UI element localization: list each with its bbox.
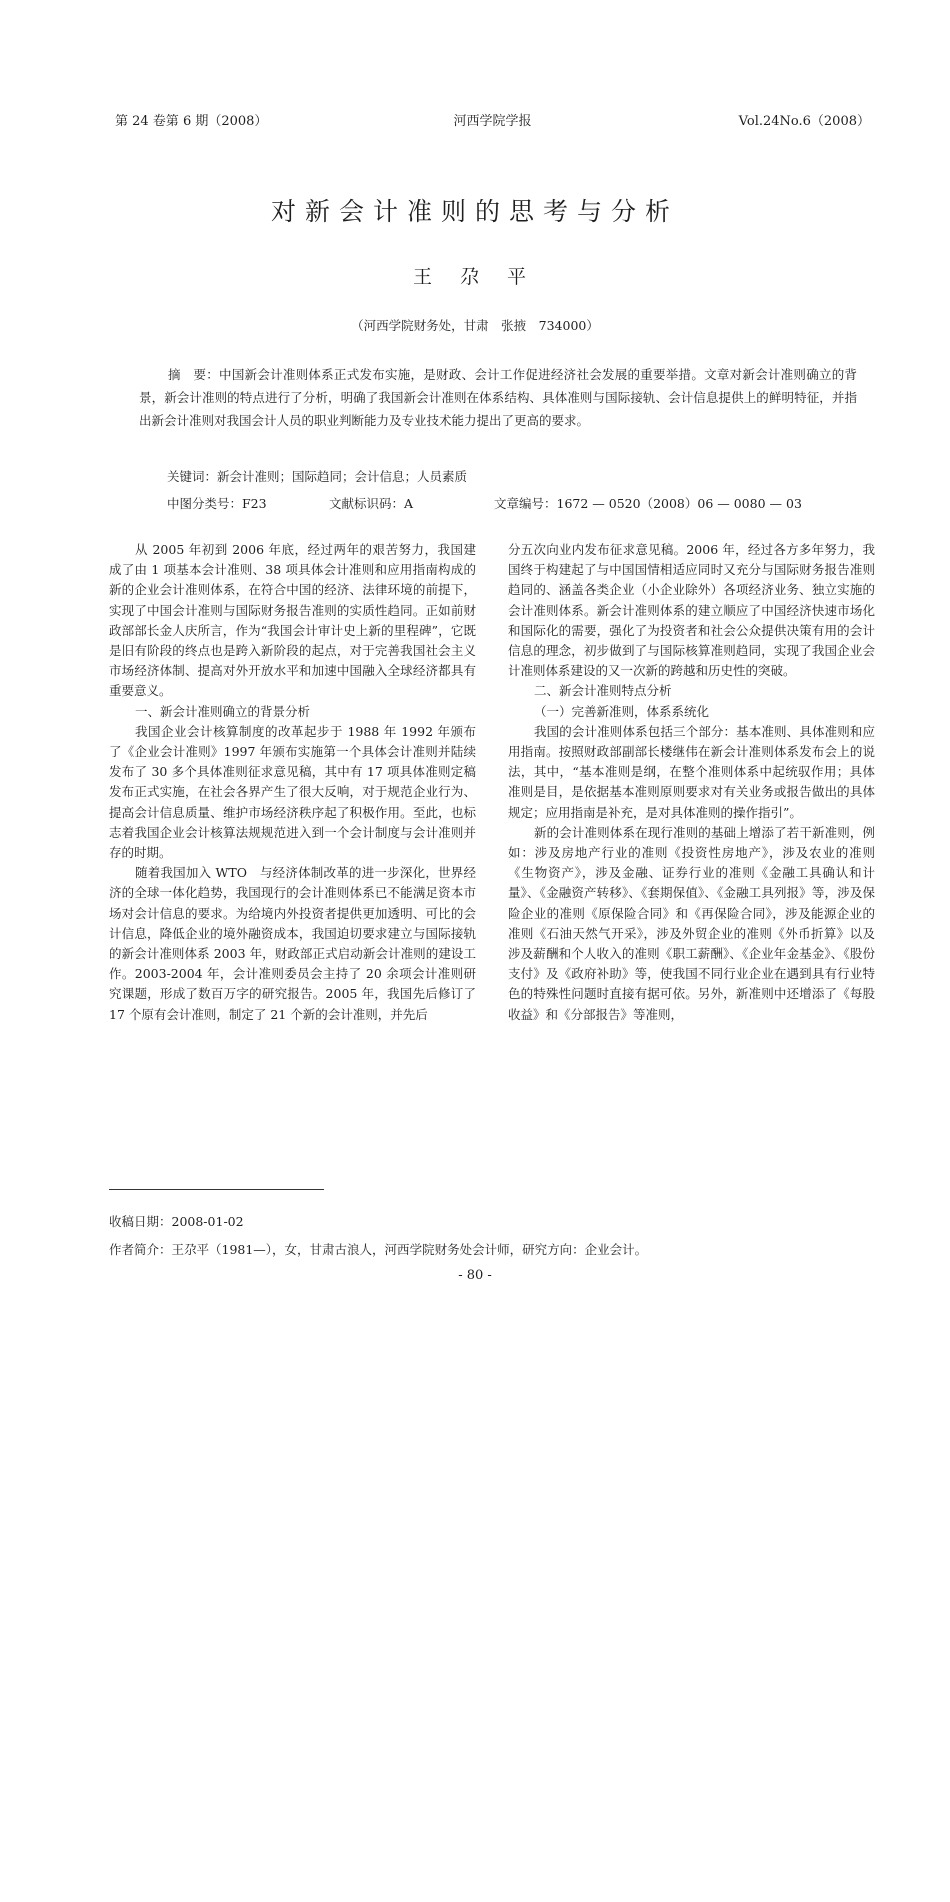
document-code: 文献标识码：A (329, 496, 414, 511)
author-bio: 作者简介：王尕平（1981—），女，甘肃古浪人，河西学院财务处会计师，研究方向：企业会计。 (109, 1242, 648, 1257)
keywords: 关键词：新会计准则；国际趋同；会计信息；人员素质 (167, 469, 468, 484)
body-paragraph-continued: 分五次向业内发布征求意见稿。2006 年，经过各方多年努力，我国终于构建起了与中国国情相适应同时又充分与国际财务报告准则趋同的、涵盖各类企业（小企业除外）各项经济业务、独立实施的会计准则体系。新会计准则体系的建立顺应了中国经济快速市场化和国际化的需要，强化了为投资者和社会公众提供决策有用的会计信息的理念，初步做到了与国际核算准则趋同，实现了我国企业会计准则体系建设的又一次新的跨越和历史性的突破。 (508, 542, 875, 679)
journal-volume-english: Vol.24No.6（2008） (738, 114, 870, 129)
body-paragraph: 随着我国加入 WTO 与经济体制改革的进一步深化，世界经济的全球一体化趋势，我国现行的会计准则体系已不能满足资本市场对会计信息的要求。为给境内外投资者提供更加透明、可比的会计信息，降低企业的境外融资成本，我国迫切要求建立与国际接轨的新会计准则体系 2003 年，财政部正式启动新会计准则的建设工作。2003-2004 年，会计准则委员会主持了 20 余项会计准则研究课题，形成了数百万字的研究报告。2005 年，我国先后修订了 17 个原有会计准则，制定了 21 个新的会计准则，并先后 (109, 865, 476, 1022)
running-header (115, 110, 870, 132)
article-number: 文章编号：1672 — 0520（2008）06 — 0080 — 03 (494, 496, 802, 511)
body-paragraph: 我国企业会计核算制度的改革起步于 1988 年 1992 年颁布了《企业会计准则》1997 年颁布实施第一个具体会计准则并陆续发布了 30 多个具体准则征求意见稿，其中有 17 项具体准则定稿发布正式实施，在社会各界产生了很大反响，对于规范企业行为、提高会计信息质量、维护市场经济秩序起了积极作用。至此，也标志着我国企业会计核算法规规范进入到一个会计制度与会计准则并存的时期。 (109, 723, 476, 861)
page-number: - 80 - (458, 1268, 492, 1283)
section-heading: 一、新会计准则确立的背景分析 (135, 703, 311, 719)
clc-number: 中图分类号：F23 (167, 496, 267, 511)
subsection-heading: （一）完善新准则，体系系统化 (534, 703, 710, 719)
body-paragraph: 我国的会计准则体系包括三个部分：基本准则、具体准则和应用指南。按照财政部副部长楼继伟在新会计准则体系发布会上的说法，其中，“基本准则是纲，在整个准则体系中起统驭作用；具体准则是目，是依据基本准则原则要求对有关业务或报告做出的具体规定；应用指南是补充，是对具体准则的操作指引”。 (508, 723, 875, 820)
abstract: 摘 要：中国新会计准则体系正式发布实施，是财政、会计工作促进经济社会发展的重要举措。文章对新会计准则确立的背景，新会计准则的特点进行了分析，明确了我国新会计准则在体系结构、具体准则与国际接轨、会计信息提供上的鲜明特征，并指出新会计准则对我国会计人员的职业判断能力及专业技术能力提出了更高的要求。 (139, 367, 857, 428)
body-column-left (109, 540, 476, 1025)
author-name: 王 尕 平 (412, 266, 538, 288)
article-title: 对新会计准则的思考与分析 (270, 197, 679, 226)
section-heading: 二、新会计准则特点分析 (534, 683, 672, 699)
classification-line (167, 494, 807, 514)
body-column-right (508, 540, 875, 1025)
body-paragraph: 从 2005 年初到 2006 年底，经过两年的艰苦努力，我国建成了由 1 项基本会计准则、38 项具体会计准则和应用指南构成的新的企业会计准则体系，在符合中国的经济、法律环境的前提下，实现了中国会计准则与国际财务报告准则的实质性趋同。正如前财政部部长金人庆所言，作为“我国会计审计史上新的里程碑”，它既是旧有阶段的终点也是跨入新阶段的起点，对于完善我国社会主义市场经济体制、提高对外开放水平和加速中国融入全球经济都具有重要意义。 (109, 542, 476, 699)
body-paragraph: 新的会计准则体系在现行准则的基础上增添了若干新准则，例如：涉及房地产行业的准则《投资性房地产》，涉及农业的准则《生物资产》，涉及金融、证券行业的准则《金融工具确认和计量》、《金融资产转移》、《套期保值》、《金融工具列报》等，涉及保险企业的准则《原保险合同》和《再保险合同》，涉及能源企业的准则《石油天然气开采》，涉及外贸企业的准则《外币折算》以及涉及薪酬和个人收入的准则《职工薪酬》、《企业年金基金》、《股份支付》及《政府补助》等，使我国不同行业企业在遇到具有行业特色的特殊性问题时直接有据可依。另外，新准则中还增添了《每股收益》和《分部报告》等准则， (508, 824, 875, 1022)
received-date: 收稿日期：2008-01-02 (109, 1214, 244, 1229)
footnote-divider (109, 1189, 324, 1190)
journal-name: 河西学院学报 (453, 114, 532, 129)
journal-volume-issue: 第 24 卷第 6 期（2008） (115, 114, 268, 129)
author-affiliation: （河西学院财务处，甘肃 张掖 734000） (351, 318, 599, 333)
